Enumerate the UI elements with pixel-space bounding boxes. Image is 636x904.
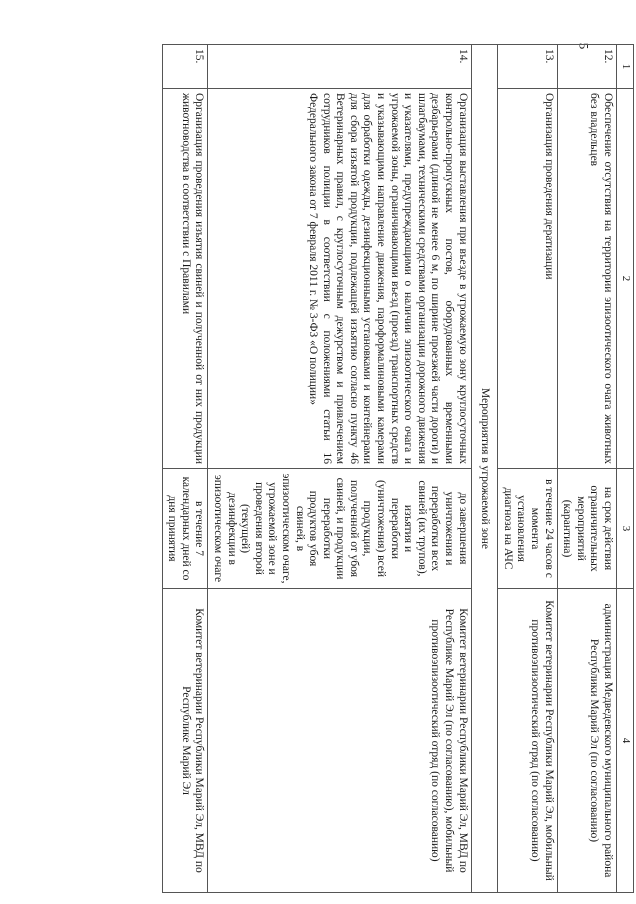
measure-cell: Организация проведения дератизации (498, 89, 557, 469)
responsible-cell: администрация Медведевского муниципального района Республики Марий Эл (по согласованию) (557, 589, 616, 893)
measure-cell: Организация выставления при въезде в угрожаемую зону круглосуточных контрольно-пропускных постов, оборудованных временными дезбарьерами (длиной не менее 6 м, по ширине проезжей части дороги) и шлагбаумами, техническими средствами организации дорожного движения и указателями, предупреждающими о наличии эпизоотического очага и угрожаемой зоны, ограничивающими въезд (проезд) транспортных средств и указывающими направление движения, пароформалиновыми камерами для обработки одежды, дезинфекционными установками и контейнерами для сбора изъятой продукции, подлежащей изъятию согласно пункту 46 Ветеринарных правил, с круглосуточным дежурством и привлечением сотрудников полиции в соответствии с положениями статьи 16 Федерального закона от 7 февраля 2011 г. № 3-ФЗ «О полиции» (208, 89, 471, 469)
header-cell-4: 4 (617, 589, 634, 893)
header-cell-1: 1 (617, 45, 634, 89)
row-number: 12. (557, 45, 616, 89)
responsible-cell: Комитет ветеринарии Республики Марий Эл, мобильный противоэпизоотический отряд (по согласованию) (498, 589, 557, 893)
term-cell: на срок действия ограничительных мероприятий (карантина) (557, 469, 616, 589)
table-header-row (617, 45, 634, 893)
responsible-cell: Комитет ветеринарии Республики Марий Эл, МВД по Республике Марий Эл (162, 589, 208, 893)
row-number: 13. (498, 45, 557, 89)
section-row (471, 45, 498, 893)
table-row (208, 45, 471, 893)
header-cell-3: 3 (617, 469, 634, 589)
rotated-table-container (108, 44, 634, 892)
header-cell-2: 2 (617, 89, 634, 469)
table-row (498, 45, 557, 893)
measures-table (162, 44, 634, 893)
measure-cell: Обеспечение отсутствия на территории эпизоотического очага животных без владельцев (557, 89, 616, 469)
row-number: 15. (162, 45, 208, 89)
section-title: Мероприятия в угрожаемой зоне (471, 45, 498, 893)
term-cell: в течение 24 часов с момента установления диагноза на АЧС (498, 469, 557, 589)
table-row (162, 45, 208, 893)
term-cell: в течение 7 календарных дней со дня принятия (162, 469, 208, 589)
term-cell: до завершения уничтожения и переработки всех свиней (их трупов), изъятия и переработки (уничтожения) всей продукции, полученной от убоя свиней, и продукции переработки продуктов убоя свиней, в эпизоотическом очаге, угрожаемой зоне и проведения второй (текущей) дезинфекции в эпизоотическом очаге (208, 469, 471, 589)
responsible-cell: Комитет ветеринарии Республики Марий Эл, МВД по Республике Марий Эл (по согласованию), мобильный противоэпизоотический отряд (по согласованию) (208, 589, 471, 893)
measure-cell: Организация проведения изъятия свиней и полученной от них продукции животноводства в соответствии с Правилами (162, 89, 208, 469)
page-number: 5 (576, 42, 592, 50)
row-number: 14. (208, 45, 471, 89)
table-row (557, 45, 616, 893)
